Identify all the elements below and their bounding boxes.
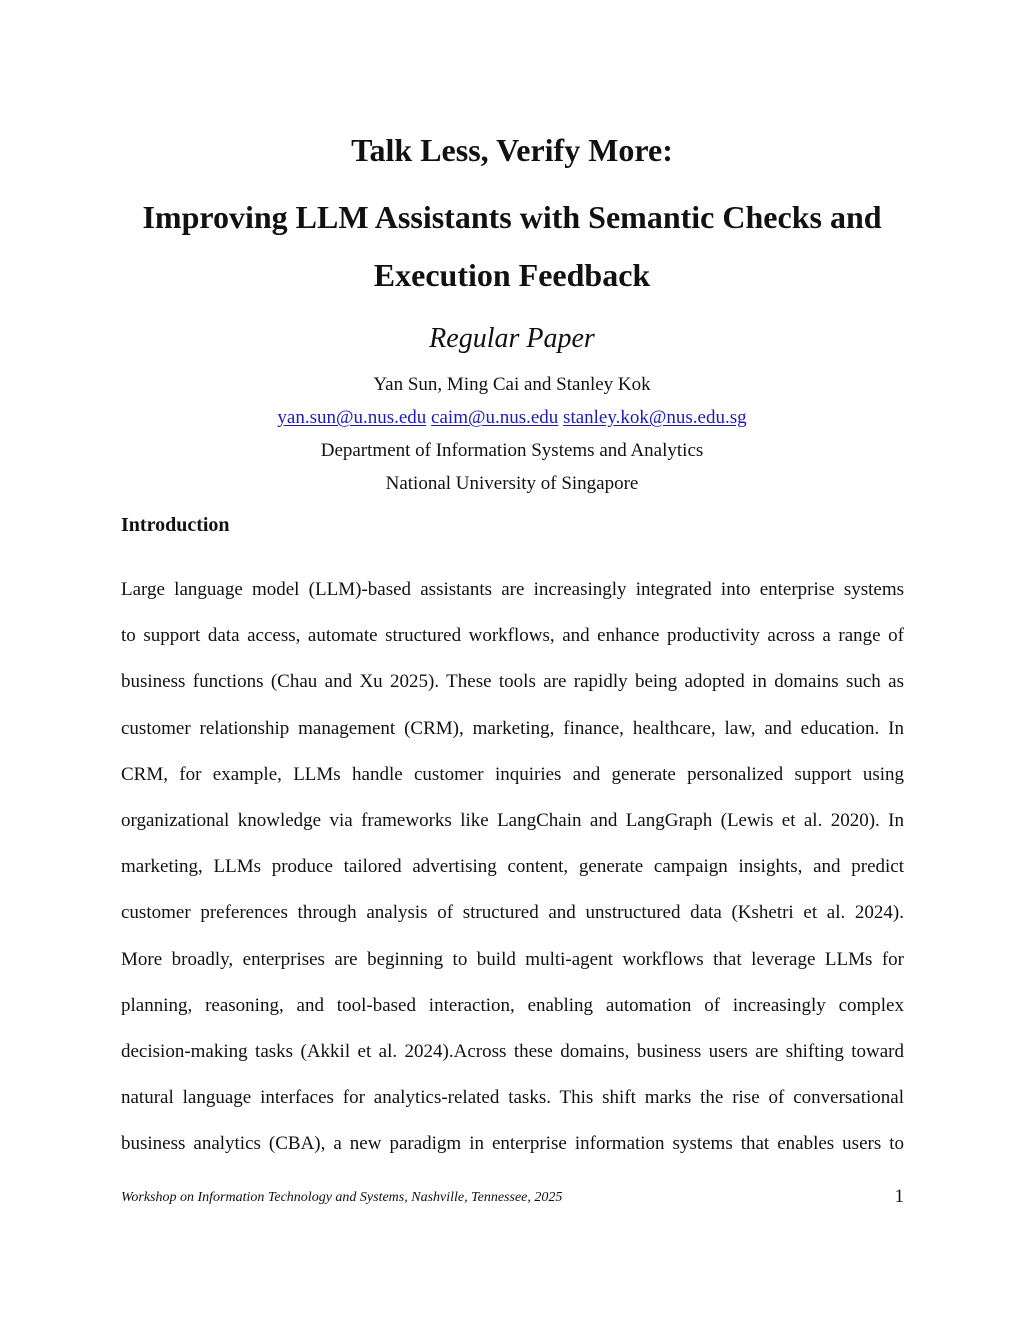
affiliation-university: National University of Singapore [385, 473, 639, 494]
body-line: More broadly, enterprises are beginning to build multi-agent workflows that leverage LLMs for [121, 948, 904, 970]
paper-title-line-2: Improving LLM Assistants with Semantic Checks and [142, 199, 882, 235]
body-line: natural language interfaces for analytics-related tasks. This shift marks the rise of conversational [121, 1087, 904, 1109]
body-line: decision-making tasks (Akkil et al. 2024).Across these domains, business users are shifting toward [121, 1040, 904, 1062]
page-footer [121, 1186, 904, 1210]
introduction-body [121, 573, 904, 1173]
affiliation-department: Department of Information Systems and Analytics [320, 440, 704, 461]
email-link-ming-cai[interactable]: caim@u.nus.edu [431, 407, 559, 428]
body-line: business analytics (CBA), a new paradigm in enterprise information systems that enables users to [121, 1133, 904, 1155]
body-line: CRM, for example, LLMs handle customer inquiries and generate personalized support using [121, 763, 904, 785]
body-line: planning, reasoning, and tool-based interaction, enabling automation of increasingly complex [121, 994, 904, 1016]
footer-venue: Workshop on Information Technology and Systems, Nashville, Tennessee, 2025 [121, 1190, 563, 1205]
body-line: marketing, LLMs produce tailored advertising content, generate campaign insights, and predict [121, 856, 904, 878]
author-list: Yan Sun, Ming Cai and Stanley Kok [373, 374, 651, 395]
email-link-yan-sun[interactable]: yan.sun@u.nus.edu [277, 407, 427, 428]
paper-title-line-1: Talk Less, Verify More: [351, 132, 673, 168]
paper-title-line-3: Execution Feedback [373, 257, 651, 293]
page-number: 1 [894, 1186, 904, 1207]
author-emails [0, 406, 1024, 430]
section-heading-introduction: Introduction [121, 514, 230, 536]
body-line: Large language model (LLM)-based assistants are increasingly integrated into enterprise systems [121, 579, 904, 600]
paper-type-label: Regular Paper [429, 323, 595, 354]
body-line: business functions (Chau and Xu 2025). These tools are rapidly being adopted in domains such as [121, 671, 904, 693]
body-line: customer preferences through analysis of structured and unstructured data (Kshetri et al. 2024). [121, 902, 904, 924]
body-line: organizational knowledge via frameworks like LangChain and LangGraph (Lewis et al. 2020). In [121, 809, 904, 831]
email-link-stanley-kok[interactable]: stanley.kok@nus.edu.sg [563, 407, 747, 428]
body-line: customer relationship management (CRM), marketing, finance, healthcare, law, and education. In [121, 717, 904, 739]
body-line: to support data access, automate structured workflows, and enhance productivity across a range of [121, 625, 904, 647]
